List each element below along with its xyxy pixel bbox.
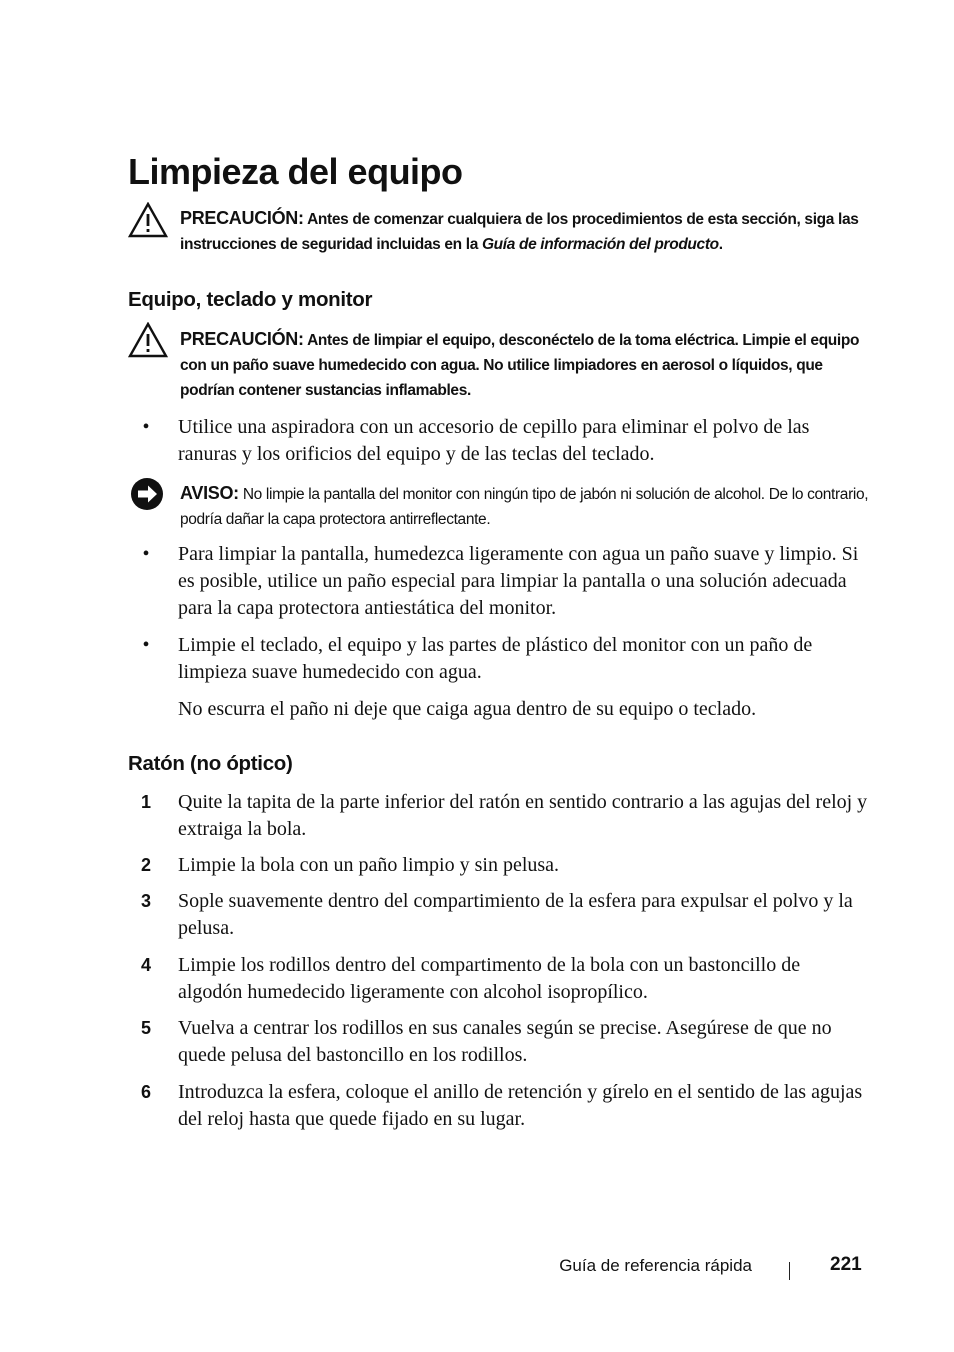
step-item <box>128 789 868 843</box>
caution-note-2 <box>180 327 870 403</box>
step-item <box>128 952 868 1006</box>
step-text: Limpie la bola con un paño limpio y sin pelusa. <box>178 854 560 876</box>
caution-text: Antes de comenzar cualquiera de los procedimientos de esta sección, siga las instrucciones de seguridad incluidas en la <box>180 211 859 253</box>
step-text: Introduzca la esfera, coloque el anillo de retención y gírelo en el sentido de las agujas del reloj hasta que quede fijado en su lugar. <box>178 1081 863 1130</box>
followup-paragraph: No escurra el paño ni deje que caiga agua dentro de su equipo o teclado. <box>178 698 757 720</box>
step-item <box>128 1015 868 1069</box>
step-text: Sople suavemente dentro del compartimiento de la esfera para expulsar el polvo y la pelusa. <box>178 890 853 939</box>
step-number: 5 <box>140 1018 151 1038</box>
caution-label: PRECAUCIÓN: <box>180 329 304 349</box>
step-number: 4 <box>140 955 151 975</box>
caution-text: Antes de limpiar el equipo, desconéctelo de la toma eléctrica. Limpie el equipo con un paño suave humedecido con agua. No utilice limpiadores en aerosol o líquidos, que podrían contener sustancias inflamables. <box>180 332 860 399</box>
step-item <box>128 888 868 942</box>
page-footer <box>0 1254 954 1284</box>
page-title: Limpieza del equipo <box>128 151 463 192</box>
step-text: Vuelva a centrar los rodillos en sus canales según se precise. Asegúrese de que no quede pelusa del bastoncillo en los rodillos. <box>178 1017 832 1066</box>
step-number: 2 <box>140 855 151 875</box>
warning-triangle-icon <box>128 322 168 358</box>
section-heading-raton: Ratón (no óptico) <box>128 752 293 775</box>
page-number: 221 <box>830 1254 862 1275</box>
bullet: • <box>142 634 150 656</box>
step-text: Quite la tapita de la parte inferior del ratón en sentido contrario a las agujas del reloj y extraiga la bola. <box>178 791 868 840</box>
bullet: • <box>142 543 150 565</box>
notice-label: AVISO: <box>180 483 239 503</box>
bullet: • <box>142 416 150 438</box>
notice-arrow-icon <box>130 477 164 511</box>
step-number: 3 <box>140 891 151 911</box>
caution-note-1: PRECAUCIÓN: Antes de comenzar cualquiera de los procedimientos de esta sección, siga las instrucciones de seguridad incluidas en la Guía de información del producto. <box>180 208 859 253</box>
step-item <box>128 1079 868 1133</box>
section-heading-equipo: Equipo, teclado y monitor <box>128 288 373 311</box>
warning-triangle-icon <box>128 202 168 238</box>
step-number: 1 <box>140 792 151 812</box>
list-item: • Limpie el teclado, el equipo y las partes de plástico del monitor con un paño de limpieza suave humedecido con agua. <box>128 632 868 686</box>
step-item <box>128 852 868 879</box>
list-item: • Para limpiar la pantalla, humedezca ligeramente con agua un paño suave y limpio. Si es posible, utilice un paño especial para limpiar la pantalla o una solución adecuada para la capa protectora antiestática del monitor. <box>128 541 868 622</box>
notice-note <box>180 481 870 532</box>
step-text: Limpie los rodillos dentro del compartimento de la bola con un bastoncillo de algodón humedecido ligeramente con alcohol isopropílico. <box>178 954 801 1003</box>
notice-text: No limpie la pantalla del monitor con ningún tipo de jabón ni solución de alcohol. De lo contrario, podría dañar la capa protectora antirreflectante. <box>180 486 869 528</box>
footer-title: Guía de referencia rápida <box>559 1256 752 1275</box>
product-guide-reference: Guía de información del producto <box>481 236 719 253</box>
caution-label: PRECAUCIÓN: <box>180 208 304 228</box>
footer-separator <box>789 1262 790 1280</box>
list-item: • Utilice una aspiradora con un accesorio de cepillo para eliminar el polvo de las ranuras y los orificios del equipo y de las teclas del teclado. <box>128 414 868 468</box>
step-number: 6 <box>140 1082 151 1102</box>
